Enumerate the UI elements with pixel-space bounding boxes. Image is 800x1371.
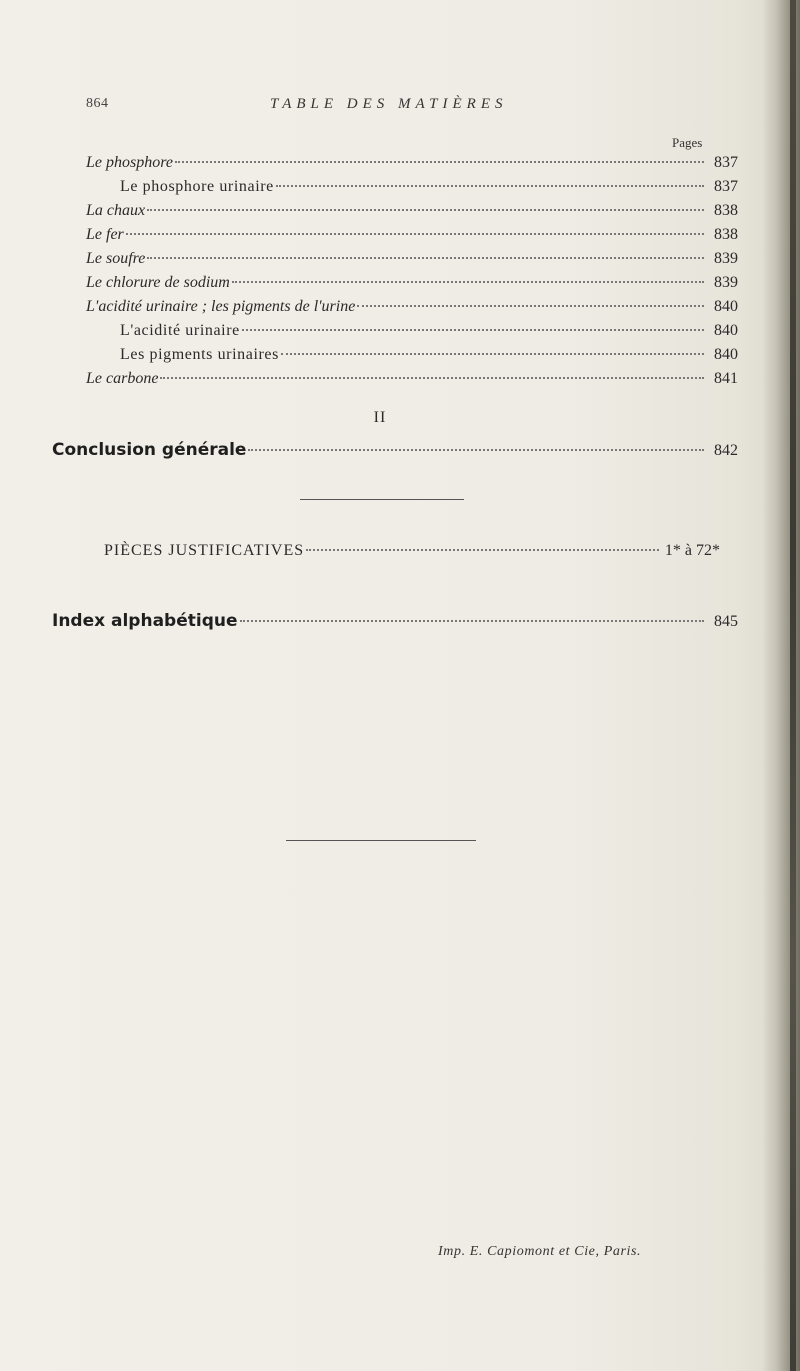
toc-entry-title: La chaux	[86, 202, 146, 219]
dot-leader	[126, 233, 704, 235]
toc-entry-page: 840	[714, 322, 738, 339]
dot-leader	[242, 329, 704, 331]
page-header	[86, 96, 726, 120]
toc-entry-page: 839	[714, 250, 738, 267]
toc-entry-page: 837	[714, 154, 738, 171]
running-title: TABLE DES MATIÈRES	[270, 96, 508, 112]
toc-entry	[86, 226, 738, 250]
toc-entry-page: 841	[714, 370, 738, 387]
toc-entry-page: 839	[714, 274, 738, 291]
toc-entry-title: Le soufre	[86, 250, 146, 267]
toc-entry-page: 845	[714, 613, 738, 630]
toc-entry-conclusion	[52, 440, 738, 464]
toc-subentry	[120, 322, 738, 346]
toc-entry-title: Le carbone	[86, 370, 159, 387]
toc-entry	[86, 370, 738, 394]
toc-entry-page: 838	[714, 202, 738, 219]
printer-imprint: Imp. E. Capiomont et Cie, Paris.	[438, 1244, 642, 1259]
toc-entry-title: Index alphabétique	[52, 611, 238, 631]
toc-entry-pieces	[104, 542, 720, 566]
pages-column-label: Pages	[672, 135, 703, 150]
dot-leader	[147, 257, 704, 259]
page-number: 864	[86, 96, 109, 111]
toc-entry-page: 837	[714, 178, 738, 195]
toc-entry-title: Les pigments urinaires	[120, 346, 279, 363]
toc-entry-title: Conclusion générale	[52, 440, 247, 460]
dot-leader	[276, 185, 704, 187]
toc-subentry	[120, 178, 738, 202]
toc-entry	[86, 250, 738, 274]
toc-entry-page: 842	[714, 442, 738, 459]
separator-rule	[300, 499, 464, 500]
toc-entry	[86, 298, 738, 322]
dot-leader	[175, 161, 704, 163]
toc-entry-title: Le phosphore urinaire	[120, 178, 274, 195]
dot-leader	[160, 377, 704, 379]
toc-entry-title: Le phosphore	[86, 154, 173, 171]
dot-leader	[232, 281, 704, 283]
dot-leader	[147, 209, 704, 211]
toc-entry	[86, 274, 738, 298]
toc-subentry	[120, 346, 738, 370]
toc-entry-title: L'acidité urinaire ; les pigments de l'urine	[86, 298, 356, 315]
toc-entry-title: L'acidité urinaire	[120, 322, 240, 339]
toc-entry-title: PIÈCES JUSTIFICATIVES	[104, 542, 305, 559]
section-numeral: II	[373, 409, 387, 426]
dot-leader	[357, 305, 704, 307]
toc-entry-title: Le chlorure de sodium	[86, 274, 230, 291]
dot-leader	[306, 549, 659, 551]
toc-entry-page: 1* à 72*	[664, 542, 720, 559]
dot-leader	[248, 449, 704, 451]
toc-entry-title: Le fer	[86, 226, 124, 243]
toc-entry-page: 840	[714, 346, 738, 363]
toc-entry	[86, 154, 738, 178]
toc-entry-index	[52, 611, 738, 635]
toc-entry-page: 838	[714, 226, 738, 243]
dot-leader	[240, 620, 704, 622]
toc-entry-page: 840	[714, 298, 738, 315]
dot-leader	[281, 353, 704, 355]
toc-entry	[86, 202, 738, 226]
binding-edge-line	[790, 0, 796, 1371]
end-rule	[286, 840, 476, 841]
